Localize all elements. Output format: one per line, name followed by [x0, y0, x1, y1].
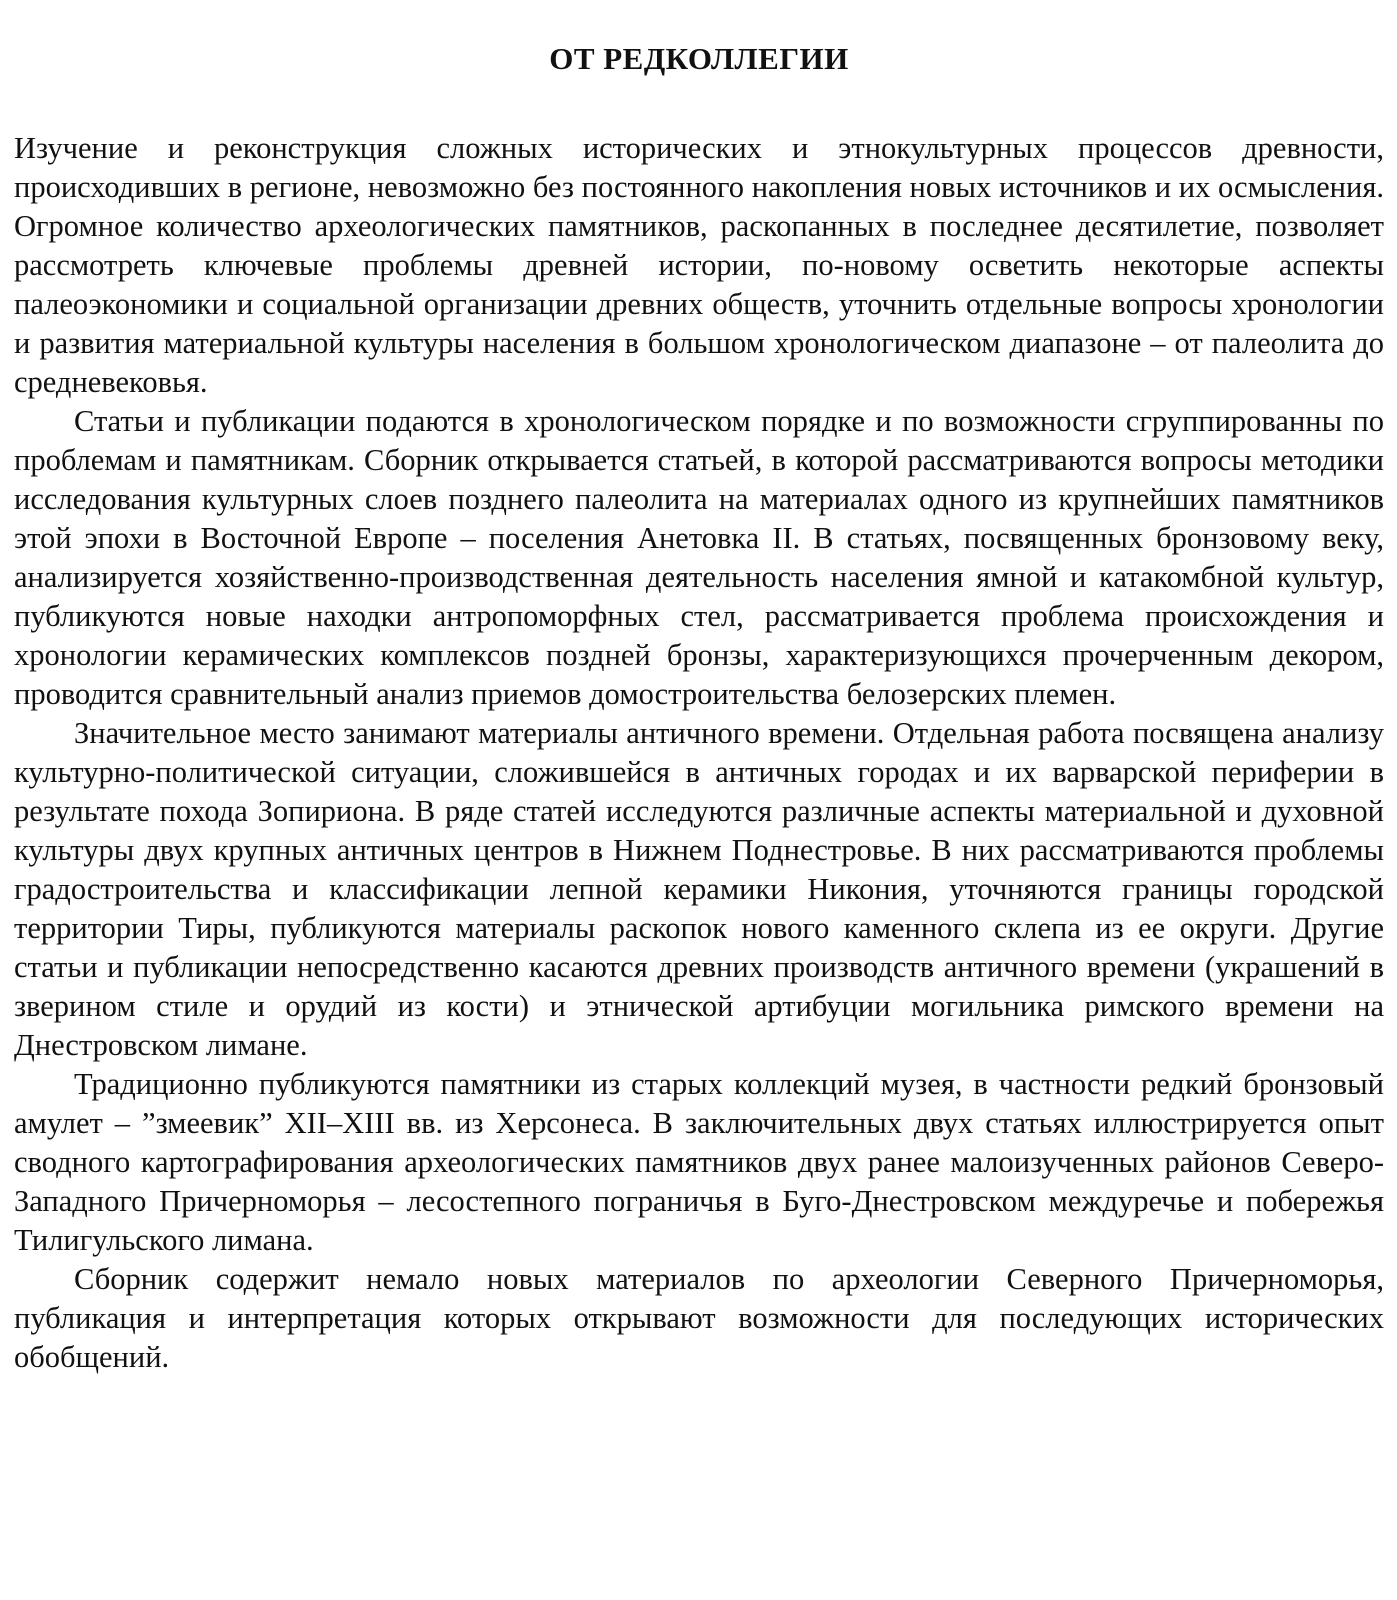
paragraph-intro: Изучение и реконструкция сложных исторических и этнокультурных процессов древности, происходивших в регионе, невозможно без постоянного накопления новых источников и их осмысления. Огромное количество археологических памятников, раскопанных в последнее десятилетие, позволяет рассмотреть ключевые проблемы древней истории, по-новому осветить некоторые аспекты палеоэкономики и социальной организации древних обществ, уточнить отдельные вопросы хронологии и развития материальной культуры населения в большом хронологическом диапазоне – от палеолита до средневековья. [14, 131, 1384, 400]
paragraph-articles-order: Статьи и публикации подаются в хронологическом порядке и по возможности сгруппированны по проблемам и памятникам. Сборник открывается статьей, в которой рассматриваются вопросы методики исследования культурных слоев позднего палеолита на материалах одного из крупнейших памятников этой эпохи в Восточной Европе – поселения Анетовка II. В статьях, посвященных бронзовому веку, анализируется хозяйственно-производственная деятельность населения ямной и катакомбной культур, публикуются новые находки антропоморфных стел, рассматривается проблема происхождения и хронологии керамических комплексов поздней бронзы, характеризующихся прочерченным декором, проводится сравнительный анализ приемов домостроительства белозерских племен. [14, 404, 1384, 712]
document-page [14, 40, 1384, 1377]
paragraph-conclusion: Сборник содержит немало новых материалов по археологии Северного Причерноморья, публикация и интерпретация которых открывают возможности для последующих исторических обобщений. [14, 1262, 1384, 1375]
paragraph-collections: Традиционно публикуются памятники из старых коллекций музея, в частности редкий бронзовый амулет – ”змеевик” XII–XIII вв. из Херсонеса. В заключительных двух статьях иллюстрируется опыт сводного картографирования археологических памятников двух ранее малоизученных районов Северо-Западного Причерноморья – лесостепного пограничья в Буго-Днестровском междуречье и побережья Тилигульского лимана. [14, 1067, 1384, 1258]
page-title: ОТ РЕДКОЛЛЕГИИ [549, 41, 849, 76]
paragraph-antiquity: Значительное место занимают материалы античного времени. Отдельная работа посвящена анализу культурно-политической ситуации, сложившейся в античных городах и их варварской периферии в результате похода Зопириона. В ряде статей исследуются различные аспекты материальной и духовной культуры двух крупных античных центров в Нижнем Поднестровье. В них рассматриваются проблемы градостроительства и классификации лепной керамики Никония, уточняются границы городской территории Тиры, публикуются материалы раскопок нового каменного склепа из ее округи. Другие статьи и публикации непосредственно касаются древних производств античного времени (украшений в зверином стиле и орудий из кости) и этнической артибуции могильника римского времени на Днестровском лимане. [14, 716, 1384, 1063]
